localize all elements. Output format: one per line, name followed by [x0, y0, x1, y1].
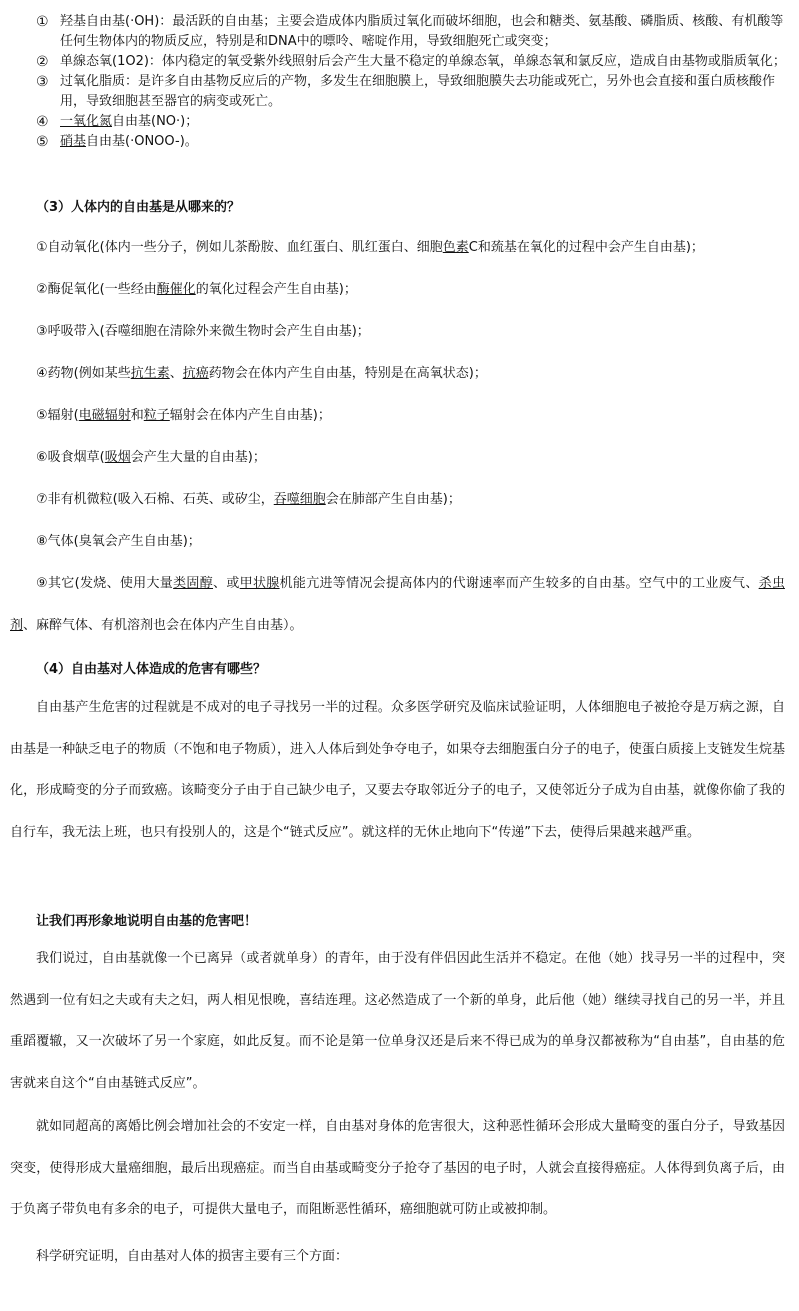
link-smoking[interactable]: 吸烟 — [104, 450, 131, 465]
item-number: ⑤ — [36, 134, 49, 150]
cause-text: ⑥吸食烟草( — [36, 450, 105, 465]
cause-item-other — [10, 563, 785, 646]
cause-text-mid: 、或 — [213, 576, 240, 591]
item-text-post: 自由基(·ONOO-)。 — [86, 134, 198, 149]
cause-item — [36, 406, 786, 426]
cause-item — [36, 448, 786, 468]
link-insecticide[interactable]: 杀虫剂 — [10, 576, 785, 633]
cause-text: ②酶促氧化(一些经由 — [36, 282, 157, 297]
paragraph-cancer: 就如同超高的离婚比例会增加社会的不安定一样，自由基对身体的危害很大，这种恶性循环会形成大量畸变的蛋白分子，导致基因突变，使得形成大量癌细胞，最后出现癌症。而当自由基或畸变分子抢夺了基因的电子时，人就会直接得癌症。人体得到负离子后，由于负离子带负电有多余的电子，可提供大量电子，而阻断恶性循环，癌细胞就可防止或被抑制。 — [10, 1119, 785, 1217]
cause-text-post: 辐射会在体内产生自由基)； — [169, 408, 331, 423]
link-nitro[interactable]: 硝基 — [60, 134, 87, 149]
cause-text-post: C和巯基在氧化的过程中会产生自由基)； — [468, 240, 704, 255]
cause-text: ⑧气体(臭氧会产生自由基)； — [36, 534, 201, 549]
link-particle[interactable]: 粒子 — [143, 408, 170, 423]
cause-text-post: 药物会在体内产生自由基，特别是在高氧状态)； — [208, 366, 487, 381]
item-number: ② — [36, 54, 49, 70]
item-number: ④ — [36, 114, 49, 130]
cause-text-post: 会在肺部产生自由基)； — [325, 492, 461, 507]
cause-text: ③呼吸带入(吞噬细胞在清除外来微生物时会产生自由基)； — [36, 324, 370, 339]
link-thyroid[interactable]: 甲状腺 — [239, 576, 280, 591]
list-item — [36, 12, 786, 52]
link-antibiotics[interactable]: 抗生素 — [130, 366, 170, 381]
cause-text-post: 的氧化过程会产生自由基)； — [195, 282, 357, 297]
link-nitric-oxide[interactable]: 一氧化氮 — [60, 114, 113, 129]
link-anticancer[interactable]: 抗癌 — [182, 366, 209, 381]
cause-text-post: 会产生大量的自由基)； — [130, 450, 266, 465]
item-text — [60, 112, 786, 132]
cause-text-tail: 、麻醉气体、有机溶剂也会在体内产生自由基）。 — [23, 617, 303, 633]
cause-text: ⑨其它(发烧、使用大量 — [36, 576, 174, 591]
item-number: ③ — [36, 74, 49, 90]
item-text: 羟基自由基(·OH)：最活跃的自由基；主要会造成体内脂质过氧化而破坏细胞，也会和糖类、氨基酸、磷脂质、核酸、有机酸等任何生物体内的物质反应，特别是和DNA中的嘌呤、嘧啶作用，导致细胞死亡或突变； — [60, 14, 784, 49]
section-heading-harms: （4）自由基对人体造成的危害有哪些？ — [36, 662, 267, 677]
item-number: ① — [36, 14, 49, 30]
paragraph-summary: 科学研究证明，自由基对人体的损害主要有三个方面： — [36, 1249, 349, 1264]
free-radical-types-list — [36, 12, 786, 152]
cause-item — [36, 364, 786, 384]
list-item — [36, 132, 786, 152]
link-pigment[interactable]: 色素 — [442, 240, 469, 255]
cause-item — [36, 322, 786, 342]
list-item — [36, 52, 786, 72]
cause-item — [36, 238, 786, 258]
cause-text: ⑦非有机微粒(吸入石棉、石英、或矽尘， — [36, 492, 274, 507]
list-item — [36, 72, 786, 112]
link-steroid[interactable]: 类固醇 — [173, 576, 214, 591]
bold-callout: 让我们再形象地说明自由基的危害吧！ — [36, 914, 258, 929]
cause-text-mid: 、 — [169, 366, 183, 381]
cause-item — [36, 280, 786, 300]
item-text: 单線态氧(1O2)：体内稳定的氧受紫外线照射后会产生大量不稳定的单線态氧，单線态氧和氯反应，造成自由基物或脂质氧化； — [60, 54, 786, 69]
cause-text: ④药物(例如某些 — [36, 366, 131, 381]
item-text: 过氧化脂质：是许多自由基物反应后的产物，多发生在细胞膜上，导致细胞膜失去功能或死亡，另外也会直接和蛋白质核酸作用，导致细胞甚至器官的病变或死亡。 — [60, 74, 776, 109]
cause-text: ⑤辐射( — [36, 408, 79, 423]
paragraph-harm-process: 自由基产生危害的过程就是不成对的电子寻找另一半的过程。众多医学研究及临床试验证明，人体细胞电子被抢夺是万病之源，自由基是一种缺乏电子的物质（不饱和电子物质），进入人体后到处争夺电子，如果夺去细胞蛋白分子的电子，使蛋白质接上支链发生烷基化，形成畸变的分子而致癌。该畸变分子由于自己缺少电子，又要去夺取邻近分子的电子，又使邻近分子成为自由基，就像你偷了我的自行车，我无法上班，也只有投别人的，这是个“链式反应”。就这样的无休止地向下“传递”下去，使得后果越来越严重。 — [10, 700, 785, 840]
section-heading-sources: （3）人体内的自由基是从哪来的？ — [36, 200, 241, 215]
cause-text: ①自动氧化(体内一些分子，例如儿茶酚胺、血红蛋白、肌红蛋白、细胞 — [36, 240, 443, 255]
cause-text-post: 机能亢进等情况会提高体内的代谢速率而产生较多的自由基。空气中的工业废气、 — [279, 576, 759, 591]
link-electromagnetic-radiation[interactable]: 电磁辐射 — [78, 408, 131, 423]
list-item — [36, 112, 786, 132]
item-text-post: 自由基(NO·)； — [112, 114, 199, 129]
paragraph-analogy: 我们说过，自由基就像一个已离异（或者就单身）的青年，由于没有伴侣因此生活并不稳定。在他（她）找寻另一半的过程中，突然遇到一位有妇之夫或有夫之妇，两人相见恨晚，喜结连理。这必然造成了一个新的单身，此后他（她）继续寻找自己的另一半，并且重蹈覆辙，又一次破坏了另一个家庭，如此反复。而不论是第一位单身汉还是后来不得已成为的单身汉都被称为“自由基”，自由基的危害就来自这个“自由基链式反应”。 — [10, 951, 785, 1091]
link-phagocyte[interactable]: 吞噬细胞 — [273, 492, 326, 507]
cause-item — [36, 490, 786, 510]
cause-item — [36, 532, 786, 552]
cause-text-mid: 和 — [130, 408, 144, 423]
link-enzyme-catalysis[interactable]: 酶催化 — [156, 282, 196, 297]
item-text — [60, 132, 786, 152]
